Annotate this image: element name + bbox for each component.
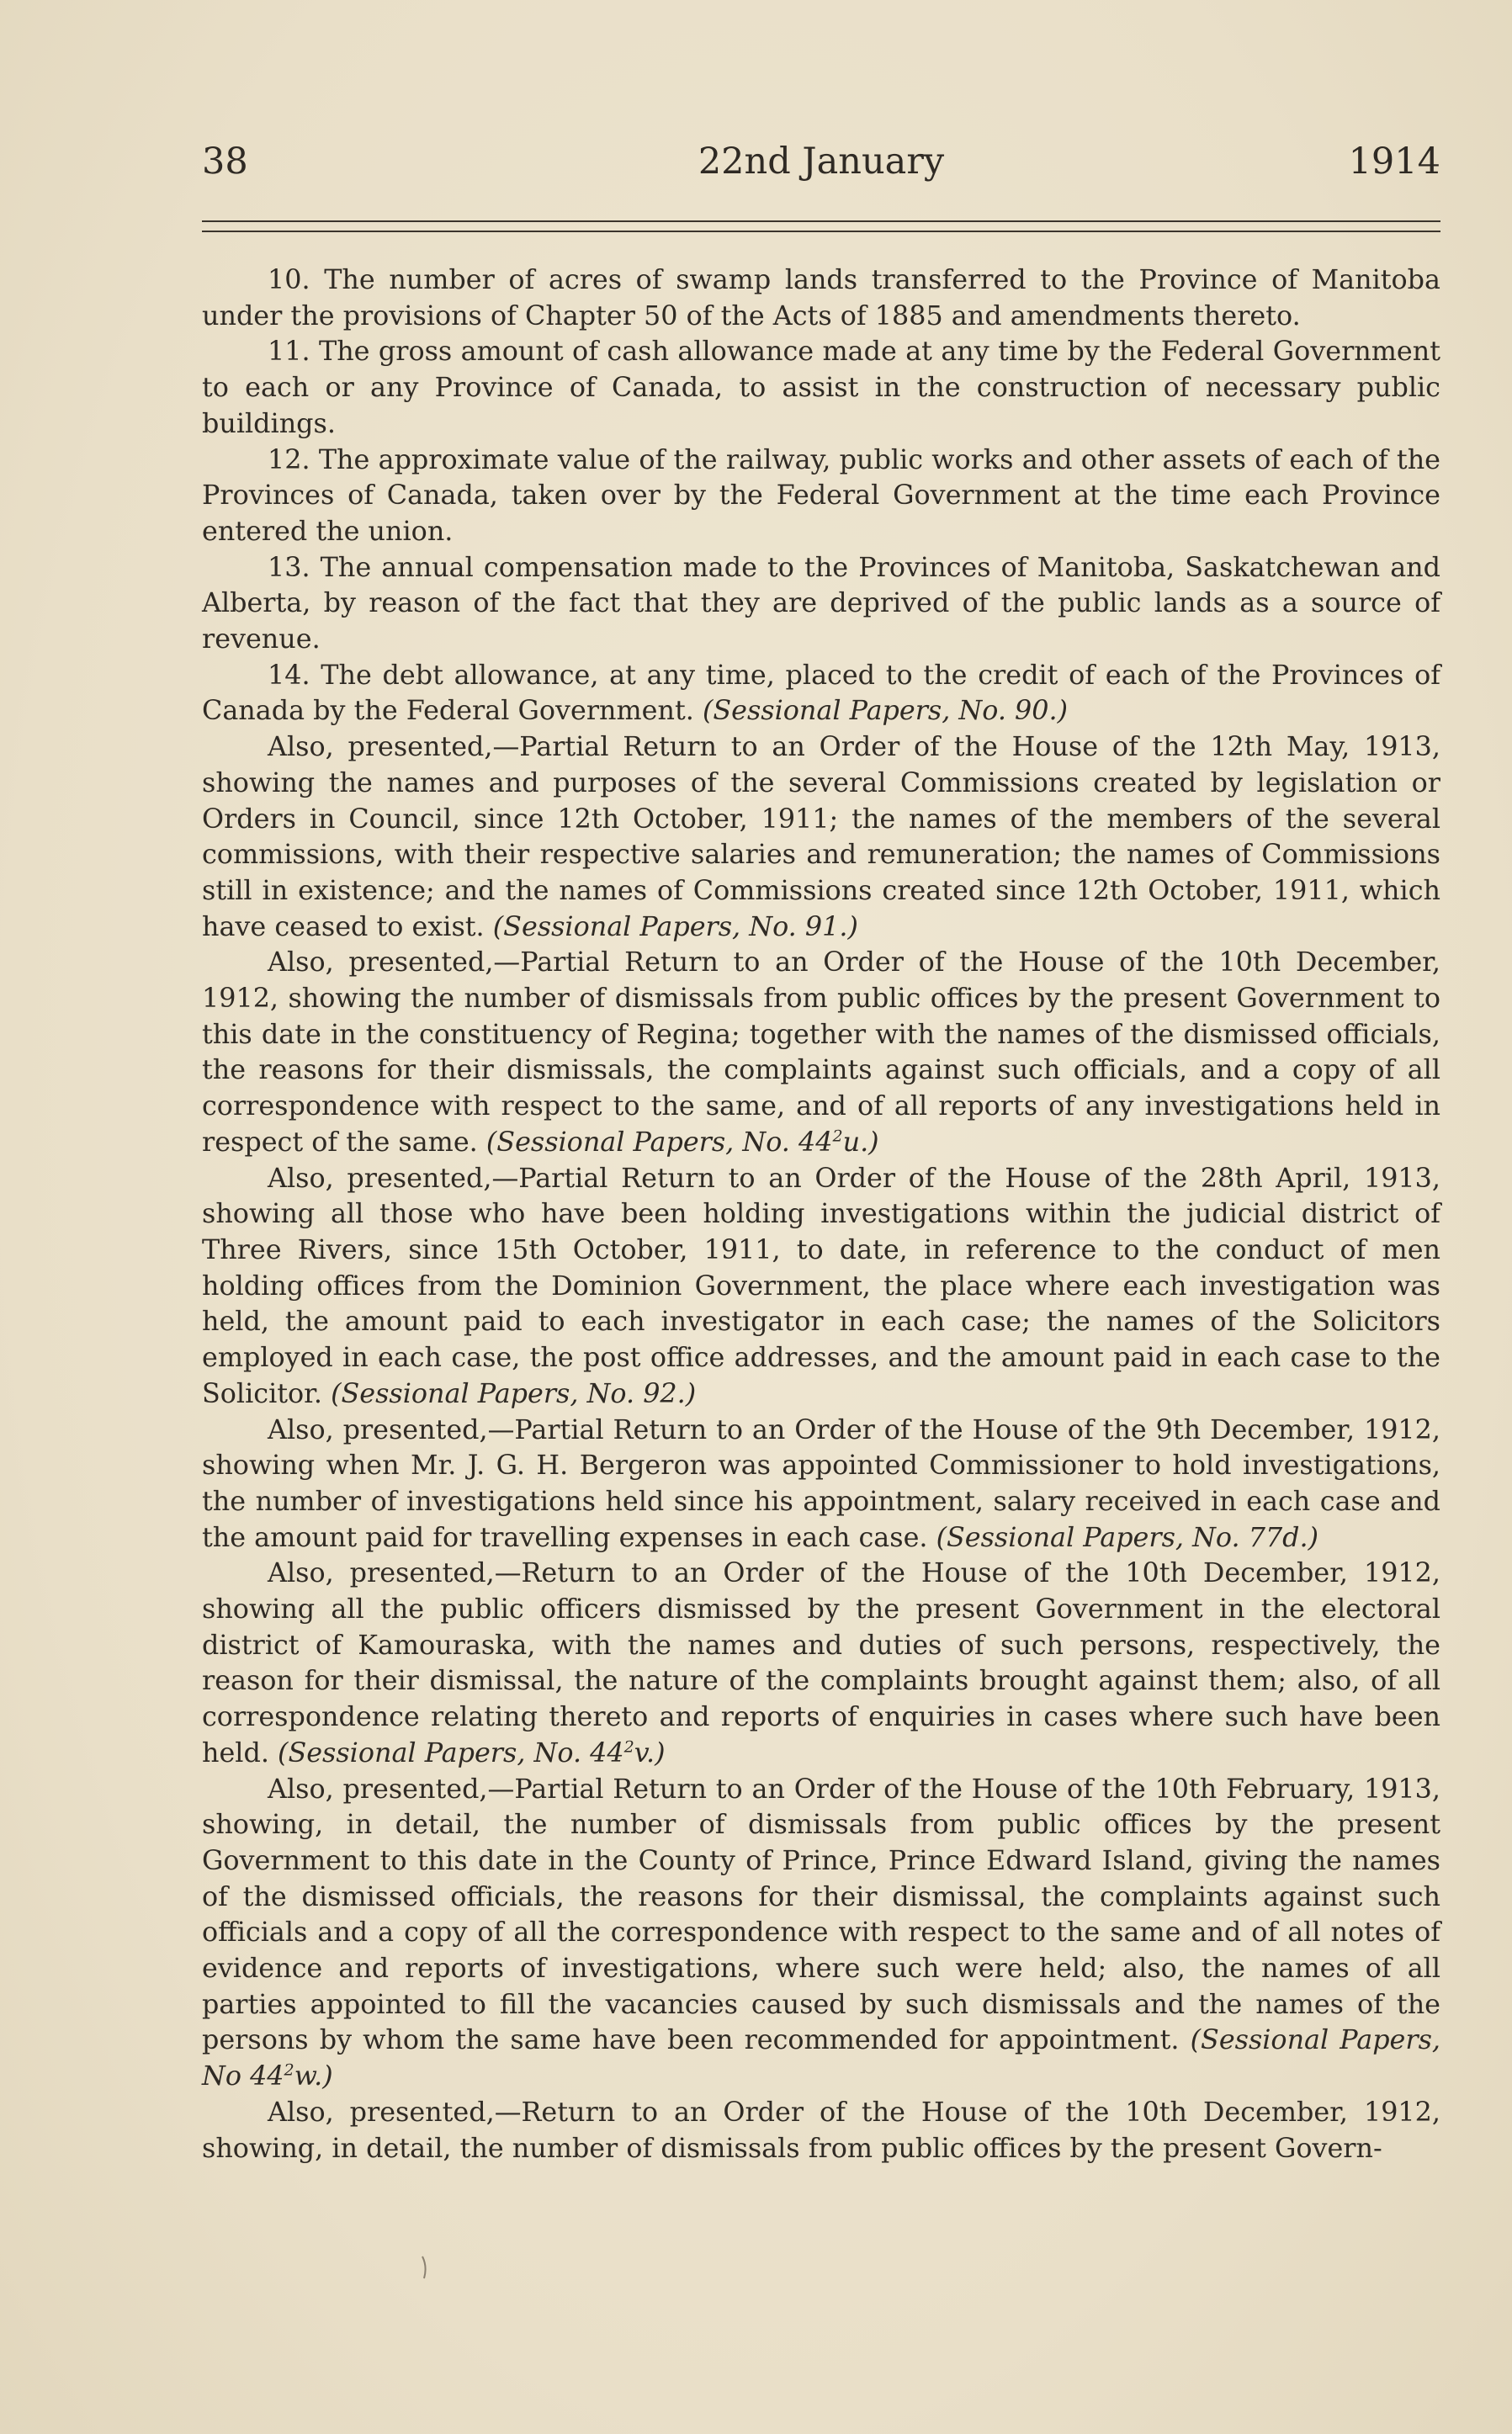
paragraph-return-dismissals-continued: Also, presented,—Return to an Order of the House of the 10th December, 1912, showing, in detail, the number of dismissals from public offices by the present Govern- [202, 2096, 1440, 2164]
sessional-paper-citation: (Sessional Papers, No. $44^2v$.) [278, 1737, 666, 1768]
sessional-paper-citation: (Sessional Papers, No. 92.) [331, 1377, 697, 1409]
paragraph-return-prince-county: Also, presented,—Partial Return to an Order of the House of the 10th February, 1913, showing, in detail, the number of dismissals from public offices by the present Government to this date in the County of Prince, Prince Edward Island, giving the names of the dismissed officials, the reasons for their dismissal, the complaints against such officials and a copy of all the correspondence with respect to the same and of all notes of evidence and reports of investigations, where such were held; also, the names of all parties appointed to fill the vacancies caused by such dismissals and the names of the persons by whom the same have been recommended for appointment. (Sessional Papers, No $44^2w$.) [202, 1773, 1440, 2092]
paragraph-item-13: 13. The annual compensation made to the Provinces of Manitoba, Saskatchewan and Alberta, by reason of the fact that they are deprived of the public lands as a source of revenue. [202, 551, 1440, 655]
sessional-paper-citation: (Sessional Papers, No. 90.) [702, 695, 1069, 727]
running-header [202, 135, 1440, 188]
header-rule-top [202, 220, 1440, 222]
sessional-paper-citation: (Sessional Papers, No $44^2w$.) [202, 2024, 1440, 2092]
paragraph-return-commissions: Also, presented,—Partial Return to an Order of the House of the 12th May, 1913, showing the names and purposes of the several Commissions created by legislation or Orders in Council, since 12th October, 1911; the names of the members of the several commissions, with their respective salaries and remuneration; the names of Commissions still in existence; and the names of Commissions created since 12th October, 1911, which have ceased to exist. (Sessional Papers, No. 91.) [202, 731, 1440, 942]
header-year: 1914 [1348, 141, 1440, 183]
paragraph-item-11: 11. The gross amount of cash allowance made at any time by the Federal Government to each or any Province of Canada, to assist in the construction of necessary public buildings. [202, 336, 1440, 439]
paragraph-return-kamouraska: Also, presented,—Return to an Order of the House of the 10th December, 1912, showing all the public officers dismissed by the present Government in the electoral district of Kamouraska, with the names and duties of such persons, respectively, the reason for their dismissal, the nature of the complaints brought against them; also, of all correspondence relating thereto and reports of enquiries in cases where such have been held. (Sessional Papers, No. $44^2v$.) [202, 1557, 1440, 1768]
paragraph-item-12: 12. The approximate value of the railway, public works and other assets of each of the Provinces of Canada, taken over by the Federal Government at the time each Province entered the union. [202, 443, 1440, 547]
body-text [202, 262, 1440, 2166]
paragraph-item-10: 10. The number of acres of swamp lands transferred to the Province of Manitoba under the provisions of Chapter 50 of the Acts of 1885 and amendments thereto. [202, 264, 1440, 331]
page-speck [421, 2255, 431, 2280]
page-number: 38 [202, 141, 248, 183]
sessional-paper-citation: (Sessional Papers, No. 77d.) [936, 1521, 1319, 1553]
sessional-paper-citation: (Sessional Papers, No. 91.) [492, 910, 858, 942]
paragraph-return-three-rivers: Also, presented,—Partial Return to an Order of the House of the 28th April, 1913, showing all those who have been holding investigations within the judicial district of Three Rivers, since 15th October, 1911, to date, in reference to the conduct of men holding offices from the Dominion Government, the place where each investigation was held, the amount paid to each investigator in each case; the names of the Solicitors employed in each case, the post office addresses, and the amount paid in each case to the Solicitor. (Sessional Papers, No. 92.) [202, 1162, 1440, 1409]
paragraph-return-regina: Also, presented,—Partial Return to an Order of the House of the 10th December, 1912, showing the number of dismissals from public offices by the present Government to this date in the constituency of Regina; together with the names of the dismissed officials, the reasons for their dismissals, the complaints against such officials, and a copy of all correspondence with respect to the same, and of all reports of any investigations held in respect of the same. (Sessional Papers, No. $44^2u$.) [202, 947, 1440, 1158]
header-rule-bottom [202, 231, 1440, 232]
paragraph-item-14: 14. The debt allowance, at any time, placed to the credit of each of the Provinces of Canada by the Federal Government. (Sessional Papers, No. 90.) [202, 659, 1440, 727]
sessional-paper-citation: (Sessional Papers, No. $44^2u$.) [485, 1126, 879, 1158]
header-date: 22nd January [698, 141, 945, 183]
paragraph-return-bergeron: Also, presented,—Partial Return to an Order of the House of the 9th December, 1912, showing when Mr. J. G. H. Bergeron was appointed Commissioner to hold investigations, the number of investigations held since his appointment, salary received in each case and the amount paid for travelling expenses in each case. (Sessional Papers, No. 77d.) [202, 1413, 1440, 1553]
